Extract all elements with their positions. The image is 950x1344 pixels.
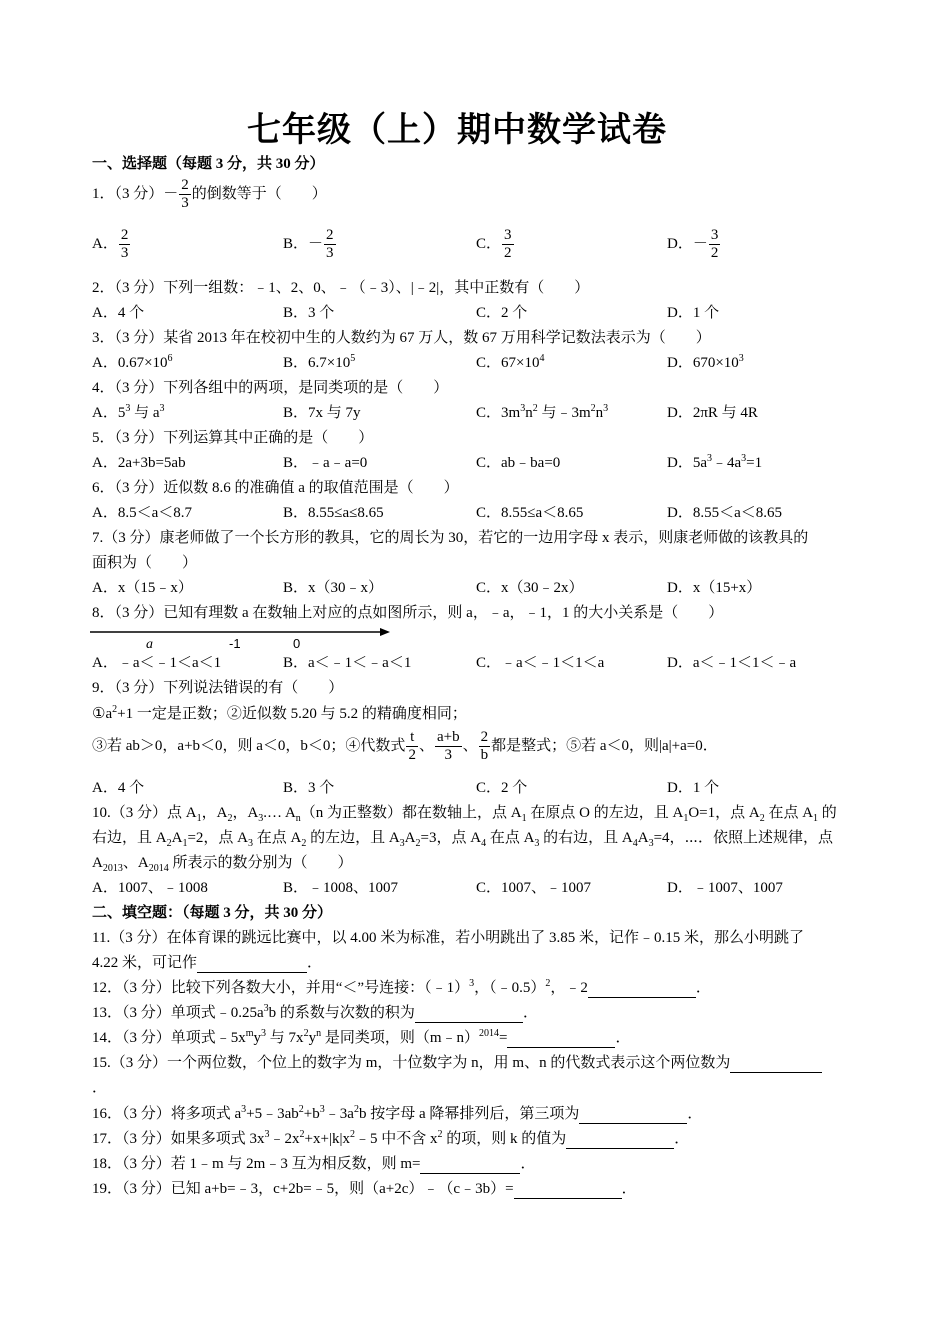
fraction: $\frac{t}{2}$ [408,729,416,763]
number-line-figure [88,626,398,652]
question-16: 16．（3 分）将多项式 $a^3+5﹣3ab^2+b^3﹣3a^2b$ 按字母 a 降幂排列后，第三项为 ． [92,1104,703,1122]
question-13: 13．（3 分）单项式$﹣0.25a^3b$ 的系数与次数的积为 ． [92,1003,538,1021]
question-9: 9．（3 分）下列说法错误的有（ ） [92,680,344,696]
fraction: $\frac{a+b}{3}$ [436,729,460,763]
q6-option-b[interactable]: B．8.55≤a≤8.65 [283,505,384,521]
page-title: 七年级（上）期中数学试卷 [247,112,667,149]
q7-option-a[interactable]: A．x（15﹣x） [92,580,193,596]
question-6: 6．（3 分）近似数 8.6 的准确值 a 的取值范围是（ ） [92,480,459,496]
q8-option-a[interactable]: A．﹣a＜﹣1＜a＜1 [92,655,222,671]
q1-option-c[interactable]: C． $\frac{3}{2}$ [476,227,512,261]
q5-option-c[interactable]: C．ab﹣ba=0 [476,455,561,471]
question-14: 14．（3 分）单项式$﹣5x^my^3$ 与 $7x^2y^n$ 是同类项，则（m﹣n）$^{2014}$= ． [92,1028,631,1046]
q1-option-a[interactable]: A． $\frac{2}{3}$ [92,227,129,261]
q9-option-c[interactable]: C．2 个 [476,780,528,796]
question-10-cont: 右边，且 $A_2A_1=2$，点 $A_3$ 在点 $A_2$ 的左边，且 $A_3A_2=3$，点 $A_4$ 在点 $A_3$ 的右边，且 $A_4A_3=4$，⋯．依照上述规律，点 [92,830,834,849]
q9-statement-2: ③若 ab＞0，a+b＜0，则 a＜0，b＜0；④代数式 $\frac{t}{2}$ 、 $\frac{a+b}{3}$ 、 $\frac{2}{b}$ 都是整式；⑤若 a＜0，则|a|+a=0． [92,729,718,763]
q5-option-d[interactable]: D．$5a^3﹣4a^3=1$ [667,453,763,471]
axis-label-zero: 0 [293,636,301,651]
q3-option-b[interactable]: B．$6.7\times 10^5$ [283,353,356,371]
question-12: 12．（3 分）比较下列各数大小，并用“＜”号连接：（﹣1）$^3$，（﹣0.5）$^2$，﹣2 ． [92,978,711,996]
q6-option-a[interactable]: A．8.5＜a＜8.7 [92,505,192,521]
question-8: 8．（3 分）已知有理数 a 在数轴上对应的点如图所示，则 a，﹣a，﹣1，1 的大小关系是（ ） [92,605,724,621]
answer-blank[interactable] [420,1156,520,1174]
q3-option-c[interactable]: C．$67\times 10^4$ [476,353,545,371]
q2-option-d[interactable]: D．1 个 [667,305,720,321]
question-10: 10.（3 分）点 $A_1$，$A_2$，$A_3.\dots$ $A_n(n$ 为正整数）都在数轴上，点 $A_1$ 在原点 O 的左边，且 $A_1O=1$，点 $A_2$ 在点 $A_1$ 的 [92,805,837,824]
q4-option-b[interactable]: B．7x 与 7y [283,405,361,421]
q1-option-b[interactable]: B．－ $\frac{2}{3}$ [283,227,334,261]
q4-option-d[interactable]: D．2πR 与 4R [667,405,758,421]
answer-blank[interactable] [566,1131,674,1149]
q8-option-b[interactable]: B．a＜﹣1＜﹣a＜1 [283,655,412,671]
q1-option-d[interactable]: D．－ $\frac{3}{2}$ [667,227,719,261]
q4-option-c[interactable]: C．$3m^3n^2$ 与$﹣3m^2n^3$ [476,403,609,421]
question-15: 15.（3 分）一个两位数，个位上的数字为 m，十位数字为 n，用 m、n 的代数式表示这个两位数为 [92,1051,822,1073]
answer-blank[interactable] [730,1055,822,1073]
question-7-cont: 面积为（ ） [92,555,198,571]
q2-option-b[interactable]: B．3 个 [283,305,335,321]
question-17: 17．（3 分）如果多项式 $3x^3﹣2x^2+x+|k|x^2﹣5$ 中不含 $x^2$ 的项，则 k 的值为 ． [92,1129,690,1147]
q5-option-a[interactable]: A．2a+3b=5ab [92,455,186,471]
question-19: 19．（3 分）已知 a+b=﹣3，c+2b=﹣5，则（a+2c）﹣（c﹣3b）= ． [92,1181,637,1197]
q7-option-b[interactable]: B．x（30﹣x） [283,580,384,596]
q2-option-c[interactable]: C．2 个 [476,305,528,321]
question-18: 18．（3 分）若 1﹣m 与 2m﹣3 互为相反数，则 m= ． [92,1156,536,1172]
question-10-cont2: $A_{2013}$、$A_{2014}$ 所表示的数分别为（ ） [92,855,353,874]
section-heading-fill: 二、填空题：（每题 3 分，共 30 分） [92,905,333,921]
question-5: 5．（3 分）下列运算其中正确的是（ ） [92,430,374,446]
answer-blank[interactable] [507,1030,615,1048]
q10-option-b[interactable]: B．﹣1008、1007 [283,880,399,896]
answer-blank[interactable] [588,980,696,998]
q3-option-d[interactable]: D．$670\times 10^3$ [667,353,744,371]
q4-option-a[interactable]: A．$5^3$ 与 $a^3$ [92,403,165,421]
q8-option-d[interactable]: D．a＜﹣1＜1＜﹣a [667,655,797,671]
q9-option-a[interactable]: A．4 个 [92,780,145,796]
q8-option-c[interactable]: C．﹣a＜﹣1＜1＜a [476,655,605,671]
question-15-cont: ． [92,1080,108,1096]
question-11-cont: 4.22 米，可记作 ． [92,955,323,971]
q5-option-b[interactable]: B．﹣a﹣a=0 [283,455,368,471]
q6-option-c[interactable]: C．8.55≤a＜8.65 [476,505,584,521]
q2-option-a[interactable]: A．4 个 [92,305,145,321]
question-3: 3．（3 分）某省 2013 年在校初中生的人数约为 67 万人，数 67 万用科学记数法表示为（ ） [92,330,711,346]
question-4: 4．（3 分）下列各组中的两项，是同类项的是（ ） [92,380,449,396]
section-heading-choice: 一、选择题（每题 3 分，共 30 分） [92,156,325,172]
answer-blank[interactable] [579,1106,687,1124]
fraction: $\frac{2}{3}$ [181,177,189,211]
q9-option-b[interactable]: B．3 个 [283,780,335,796]
q7-option-c[interactable]: C．x（30﹣2x） [476,580,584,596]
answer-blank[interactable] [197,955,307,973]
question-11: 11.（3 分）在体育课的跳远比赛中，以 4.00 米为标准，若小明跳出了 3.85 米，记作﹣0.15 米，那么小明跳了 [92,930,804,946]
fraction: $\frac{2}{b}$ [480,729,489,763]
q3-option-a[interactable]: A．$0.67\times 10^6$ [92,353,173,371]
q7-option-d[interactable]: D．x（15+x） [667,580,762,596]
number-line-arrow [380,628,390,636]
axis-label-a: a [146,637,153,652]
answer-blank[interactable] [514,1181,622,1199]
q9-option-d[interactable]: D．1 个 [667,780,720,796]
q10-option-a[interactable]: A．1007、﹣1008 [92,880,208,896]
answer-blank[interactable] [415,1005,523,1023]
axis-label-minus-one: -1 [229,636,241,651]
question-1: 1．（3 分）－ $\frac{2}{3}$ 的倒数等于（ ） [92,177,327,211]
q9-statement-1: $①a^2+1$ 一定是正数；②近似数 5.20 与 5.2 的精确度相同； [92,704,467,722]
q6-option-d[interactable]: D．8.55＜a＜8.65 [667,505,782,521]
question-2: 2．（3 分）下列一组数：﹣1、2、0、﹣（﹣3）、|﹣2|，其中正数有（ ） [92,280,590,296]
q10-option-d[interactable]: D．﹣1007、1007 [667,880,783,896]
question-7: 7.（3 分）康老师做了一个长方形的教具，它的周长为 30，若它的一边用字母 x 表示，则康老师做的该教具的 [92,530,809,546]
q10-option-c[interactable]: C．1007、﹣1007 [476,880,592,896]
